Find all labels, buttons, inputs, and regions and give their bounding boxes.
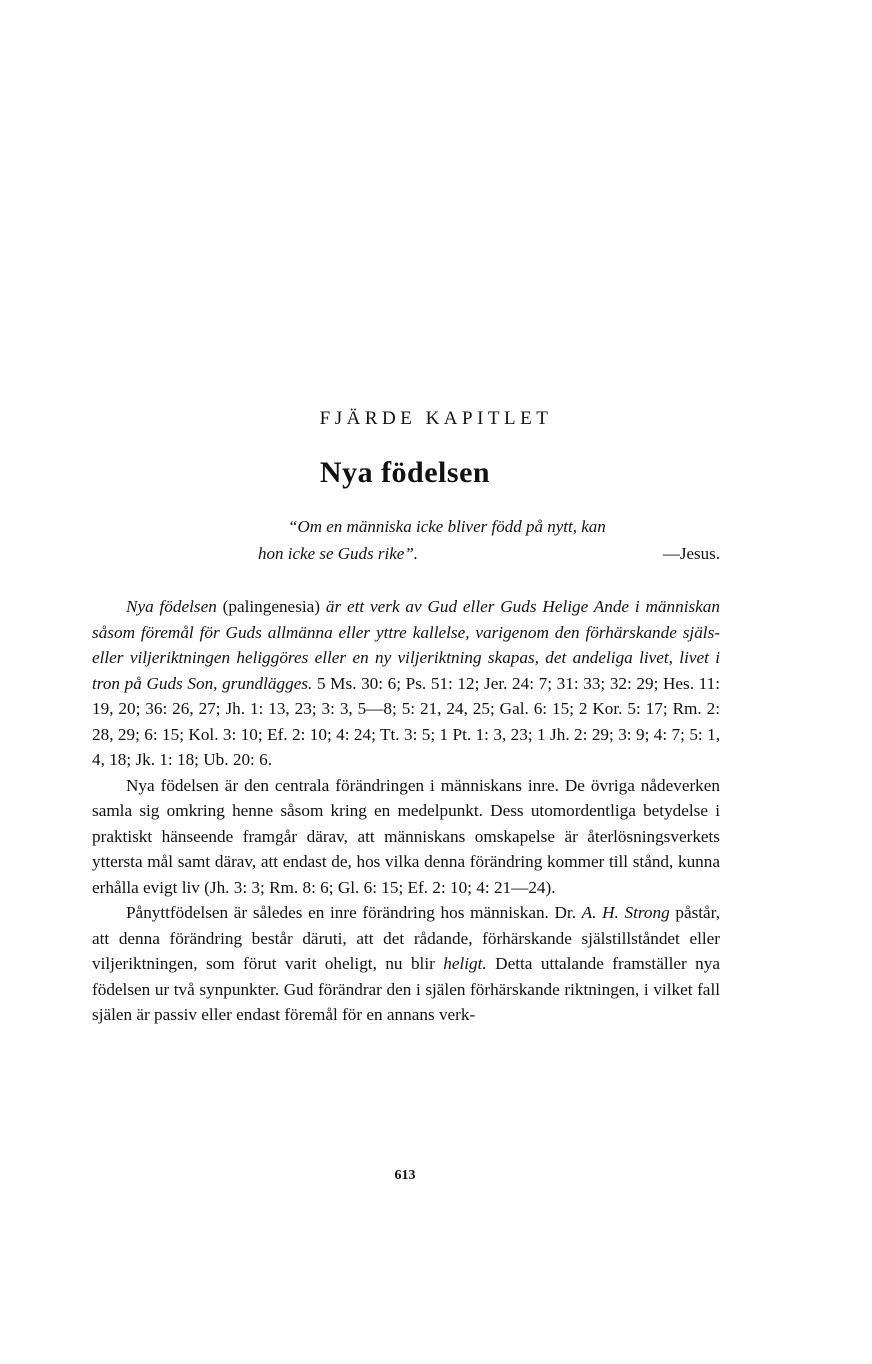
paragraph-strong (92, 900, 720, 1028)
definition-term: Nya födelsen (126, 597, 217, 616)
author-name: A. H. Strong (581, 903, 670, 922)
epigraph (258, 513, 720, 567)
definition-greek-term: (palingenesia) (216, 597, 326, 616)
scripture-references: 5 Ms. 30: 6; Ps. 51: 12; Jer. 24: 7; 31: 33; 32: 29; Hes. 11: 19, 20; 36: 26, 27; Jh. 1: 13, 23; 3: 3, 5—8; 5: 21, 24, 25; Gal. 6: 15; 2 Kor. 5: 17; Rm. 2: 28, 29; 6: 15; Kol. 3: 10; Ef. 2: 10; 4: 24; Tt. 3: 5; 1 Pt. 1: 3, 23; 1 Jh. 2: 29; 3: 9; 4: 7; 5: 1, 4, 18; Jk. 1: 18; Ub. 20: 6. (92, 673, 720, 769)
epigraph-line-1: “Om en människa icke bliver född på nytt, kan (288, 517, 606, 536)
emphasis-word: heligt. (443, 954, 487, 973)
chapter-title: Nya födelsen (319, 456, 491, 489)
body-text (92, 594, 720, 1028)
paragraph-strong-start: Pånyttfödelsen är således en inre förändring hos människan. Dr. (126, 903, 582, 922)
epigraph-line-2-text: hon icke se Guds rike”. (258, 544, 419, 563)
epigraph-line-2 (258, 540, 720, 567)
definition-text: är ett verk av Gud eller Guds Helige Ande i människan såsom föremål för Guds allmänna eller yttre kallelse, varigenom den förhärskande själs- eller viljeriktningen heliggöres eller en ny viljeriktning skapas, det andeliga livet, livet i tron på Guds Son, grundlägges. (92, 597, 720, 693)
chapter-label: FJÄRDE KAPITLET (319, 408, 553, 429)
paragraph-definition (92, 594, 720, 773)
epigraph-author: —Jesus. (662, 544, 720, 563)
paragraph-strong-middle: påstår, att denna förändring består däruti, att det rådande, förhärskande själstillståndet eller viljeriktningen, som förut varit oheligt, nu blir (92, 903, 720, 973)
page-number: 613 (394, 1168, 416, 1183)
paragraph-strong-end: Detta uttalande framställer nya födelsen ur två synpunkter. Gud förändrar den i själen förhärskande riktningen, i vilket fall själen är passiv eller endast föremål för en annans verk- (92, 954, 720, 1024)
paragraph-central-change: Nya födelsen är den centrala förändringen i människans inre. De övriga nådeverken samla sig omkring henne såsom kring en medelpunkt. Dess utomordentliga betydelse i praktiskt hänseende framgår därav, att människans omskapelse är återlösningsverkets yttersta mål samt därav, att endast de, hos vilka denna förändring kommer till stånd, kunna erhålla evigt liv (Jh. 3: 3; Rm. 8: 6; Gl. 6: 15; Ef. 2: 10; 4: 21—24). (92, 775, 720, 897)
